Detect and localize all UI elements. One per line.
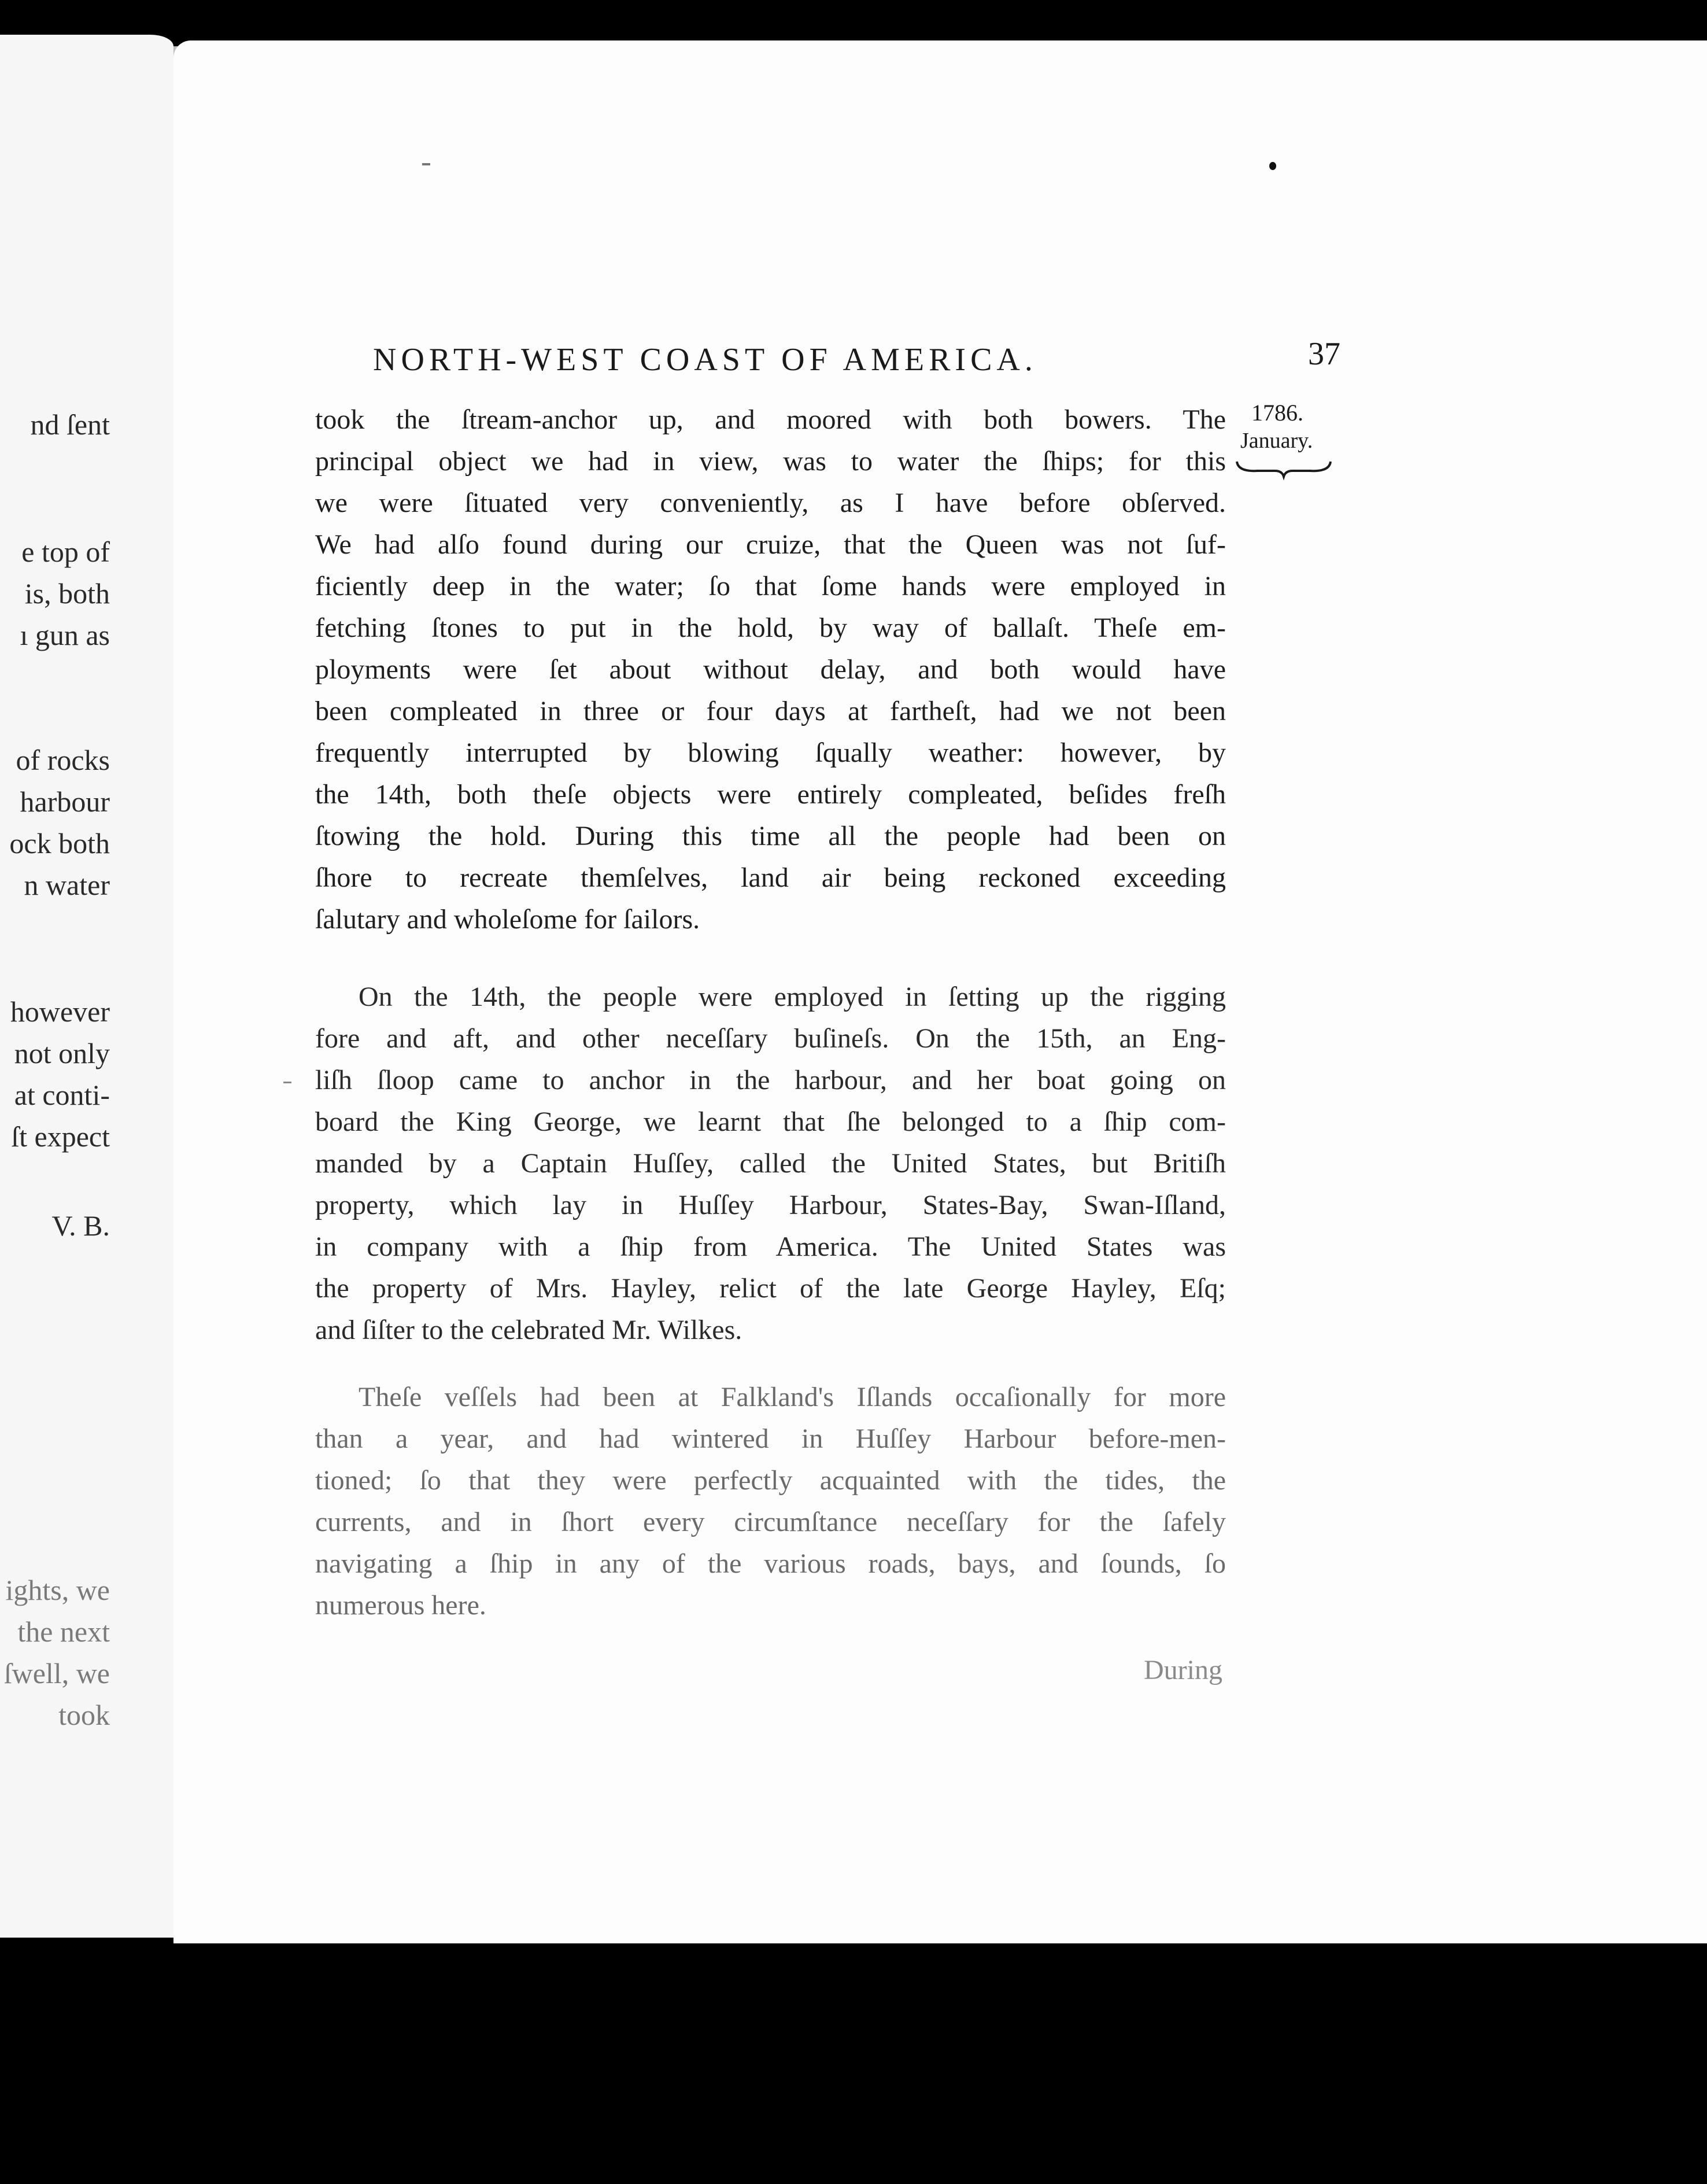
text-line: ſhore to recreate themſelves, land air being reckoned exceeding bbox=[315, 862, 1226, 893]
paragraph bbox=[315, 976, 1226, 1351]
text-line: been compleated in three or four days at fartheſt, had we not been bbox=[315, 696, 1226, 726]
facing-line: n water bbox=[24, 869, 110, 901]
facing-line: ſwell, we bbox=[3, 1657, 110, 1689]
text-line: the property of Mrs. Hayley, relict of the late George Hayley, Eſq; bbox=[315, 1273, 1226, 1304]
facing-line: is, both bbox=[24, 577, 110, 610]
facing-line: nd ſent bbox=[30, 408, 110, 441]
facing-line: V. B. bbox=[51, 1209, 110, 1242]
facing-line: the next bbox=[17, 1615, 110, 1648]
text-line: principal object we had in view, was to water the ſhips; for this bbox=[315, 446, 1226, 477]
text-line: took the ſtream-anchor up, and moored with both bowers. The bbox=[315, 404, 1226, 435]
ink-speck bbox=[1269, 162, 1276, 170]
text-line: ſtowing the hold. During this time all the people had been on bbox=[315, 821, 1226, 851]
paragraph bbox=[315, 1377, 1226, 1626]
text-line: the 14th, both theſe objects were entirely compleated, beſides freſh bbox=[315, 779, 1226, 810]
margin-note-month: January. bbox=[1240, 429, 1313, 453]
facing-line: ſt expect bbox=[11, 1120, 110, 1153]
facing-line: took bbox=[58, 1699, 110, 1731]
text-line: currents, and in ſhort every circumſtance neceſſary for the ſafely bbox=[315, 1507, 1226, 1537]
facing-line: however bbox=[10, 995, 110, 1028]
page-number: 37 bbox=[1308, 336, 1340, 372]
paragraph bbox=[315, 399, 1226, 940]
ink-speck bbox=[422, 163, 430, 165]
running-head: NORTH-WEST COAST OF AMERICA. bbox=[373, 342, 1037, 378]
facing-line: of rocks bbox=[16, 744, 110, 776]
facing-line: ock both bbox=[9, 827, 110, 859]
facing-line: harbour bbox=[20, 785, 110, 818]
text-line: ſalutary and wholeſome for ſailors. bbox=[315, 904, 700, 935]
text-line: board the King George, we learnt that ſhe belonged to a ſhip com- bbox=[315, 1106, 1226, 1137]
text-line: liſh ſloop came to anchor in the harbour, and her boat going on bbox=[315, 1065, 1226, 1095]
text-line: ployments were ſet about without delay, and both would have bbox=[315, 654, 1226, 685]
text-line: frequently interrupted by blowing ſqually weather: however, by bbox=[315, 737, 1226, 768]
text-line: numerous here. bbox=[315, 1590, 486, 1621]
text-line: fore and aft, and other neceſſary buſineſs. On the 15th, an Eng- bbox=[315, 1023, 1226, 1054]
text-line: than a year, and had wintered in Huſſey Harbour before-men- bbox=[315, 1423, 1226, 1454]
facing-line: not only bbox=[14, 1037, 110, 1069]
text-line: in company with a ſhip from America. The United States was bbox=[315, 1231, 1226, 1262]
text-line: we were ſituated very conveniently, as I have before obſerved. bbox=[315, 488, 1226, 518]
facing-line: at conti- bbox=[14, 1079, 110, 1111]
text-line: property, which lay in Huſſey Harbour, States-Bay, Swan-Iſland, bbox=[315, 1190, 1226, 1220]
text-line: ficiently deep in the water; ſo that ſome hands were employed in bbox=[315, 571, 1226, 602]
text-line: Theſe veſſels had been at Falkland's Iſlands occaſionally for more bbox=[359, 1382, 1226, 1412]
text-line: navigating a ſhip in any of the various roads, bays, and ſounds, ſo bbox=[315, 1548, 1226, 1579]
facing-page bbox=[0, 35, 173, 1938]
facing-line: ı gun as bbox=[20, 619, 110, 651]
catchword: During bbox=[1144, 1655, 1222, 1685]
margin-brace-icon bbox=[1235, 457, 1333, 480]
margin-note-year: 1786. bbox=[1251, 400, 1303, 426]
ink-speck bbox=[283, 1082, 291, 1083]
facing-line: e top of bbox=[21, 536, 110, 568]
text-line: fetching ſtones to put in the hold, by way of ballaſt. Theſe em- bbox=[315, 613, 1226, 643]
facing-line: ights, we bbox=[5, 1574, 110, 1606]
text-line: and ſiſter to the celebrated Mr. Wilkes. bbox=[315, 1315, 742, 1345]
text-line: manded by a Captain Huſſey, called the United States, but Britiſh bbox=[315, 1148, 1226, 1179]
text-line: tioned; ſo that they were perfectly acquainted with the tides, the bbox=[315, 1465, 1226, 1496]
text-line: On the 14th, the people were employed in ſetting up the rigging bbox=[359, 982, 1226, 1012]
text-line: We had alſo found during our cruize, that the Queen was not ſuf- bbox=[315, 529, 1226, 560]
